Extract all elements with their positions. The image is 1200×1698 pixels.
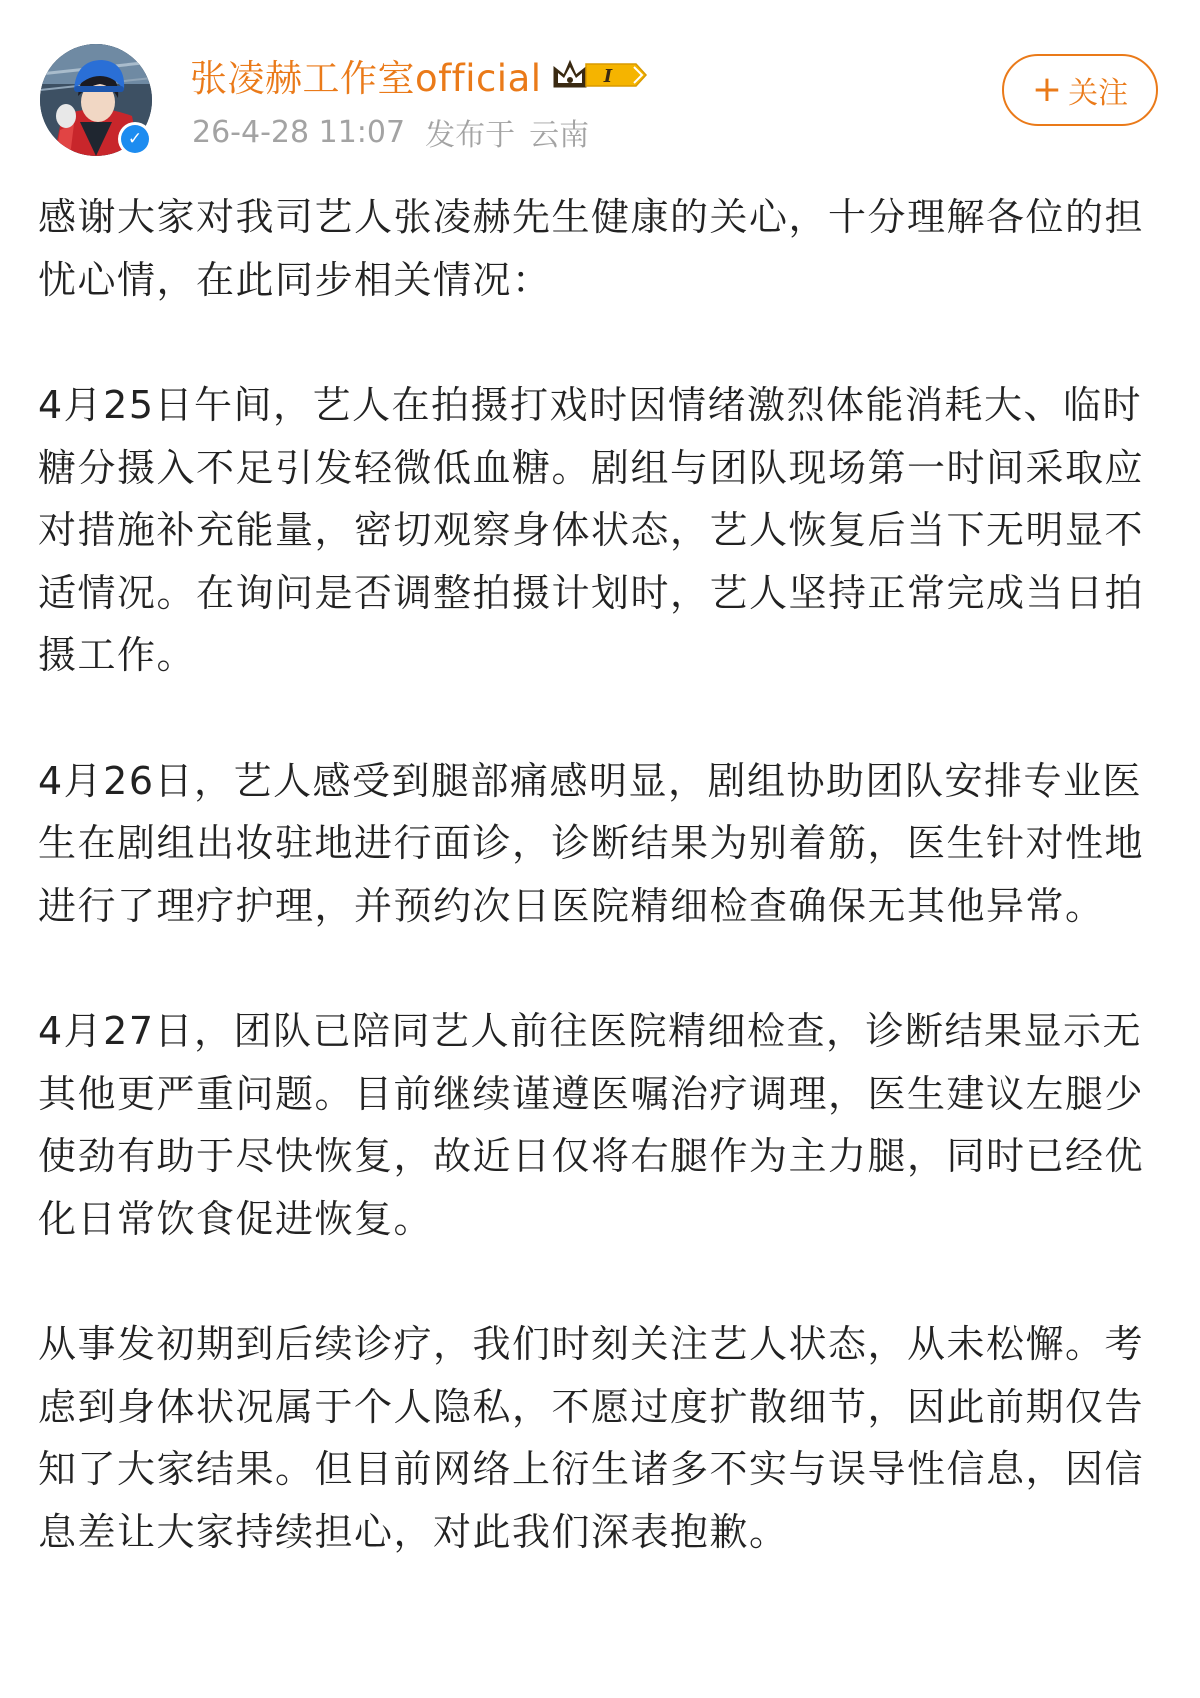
post-body — [38, 186, 1168, 1626]
post-paragraph: 感谢大家对我司艺人张凌赫先生健康的关心，十分理解各位的担忧心情，在此同步相关情况： — [38, 195, 1145, 302]
post-time: 26-4-28 11:07 — [192, 114, 406, 150]
author-name-row — [190, 50, 648, 100]
post-paragraph: 从事发初期到后续诊疗，我们时刻关注艺人状态，从未松懈。考虑到身体状况属于个人隐私，不愿过度扩散细节，因此前期仅告知了大家结果。但目前网络上衍生诸多不实与误导性信息，因信息差让大家持续担心，对此我们深表抱歉。 — [38, 1322, 1145, 1554]
author-name[interactable]: 张凌赫工作室official — [190, 57, 542, 100]
location-prefix: 发布于 — [425, 118, 516, 153]
verified-v-icon: ✓ — [121, 125, 149, 153]
post-meta — [192, 110, 589, 154]
post-paragraph: 4月27日，团队已陪同艺人前往医院精细检查，诊断结果显示无其他更严重问题。目前继续谨遵医嘱治疗调理，医生建议左腿少使劲有助于尽快恢复，故近日仅将右腿作为主力腿，同时已经优化日常饮食促进恢复。 — [38, 1009, 1145, 1241]
crown-icon — [552, 57, 648, 93]
post-header — [0, 0, 1200, 170]
member-level-text: I — [603, 66, 612, 87]
follow-button[interactable] — [1002, 54, 1158, 126]
post-location: 云南 — [529, 118, 590, 153]
plus-icon: + — [1031, 69, 1063, 110]
post-paragraph: 4月26日，艺人感受到腿部痛感明显，剧组协助团队安排专业医生在剧组出妆驻地进行面诊，诊断结果为别着筋，医生针对性地进行了理疗护理，并预约次日医院精细检查确保无其他异常。 — [38, 758, 1145, 928]
verified-badge — [118, 122, 152, 156]
follow-label: 关注 — [1068, 76, 1129, 111]
member-crown-badge[interactable] — [552, 57, 648, 93]
post-paragraph: 4月25日午间，艺人在拍摄打戏时因情绪激烈体能消耗大、临时糖分摄入不足引发轻微低血糖。剧组与团队现场第一时间采取应对措施补充能量，密切观察身体状态，艺人恢复后当下无明显不适情况。在询问是否调整拍摄计划时，艺人坚持正常完成当日拍摄工作。 — [38, 383, 1145, 677]
